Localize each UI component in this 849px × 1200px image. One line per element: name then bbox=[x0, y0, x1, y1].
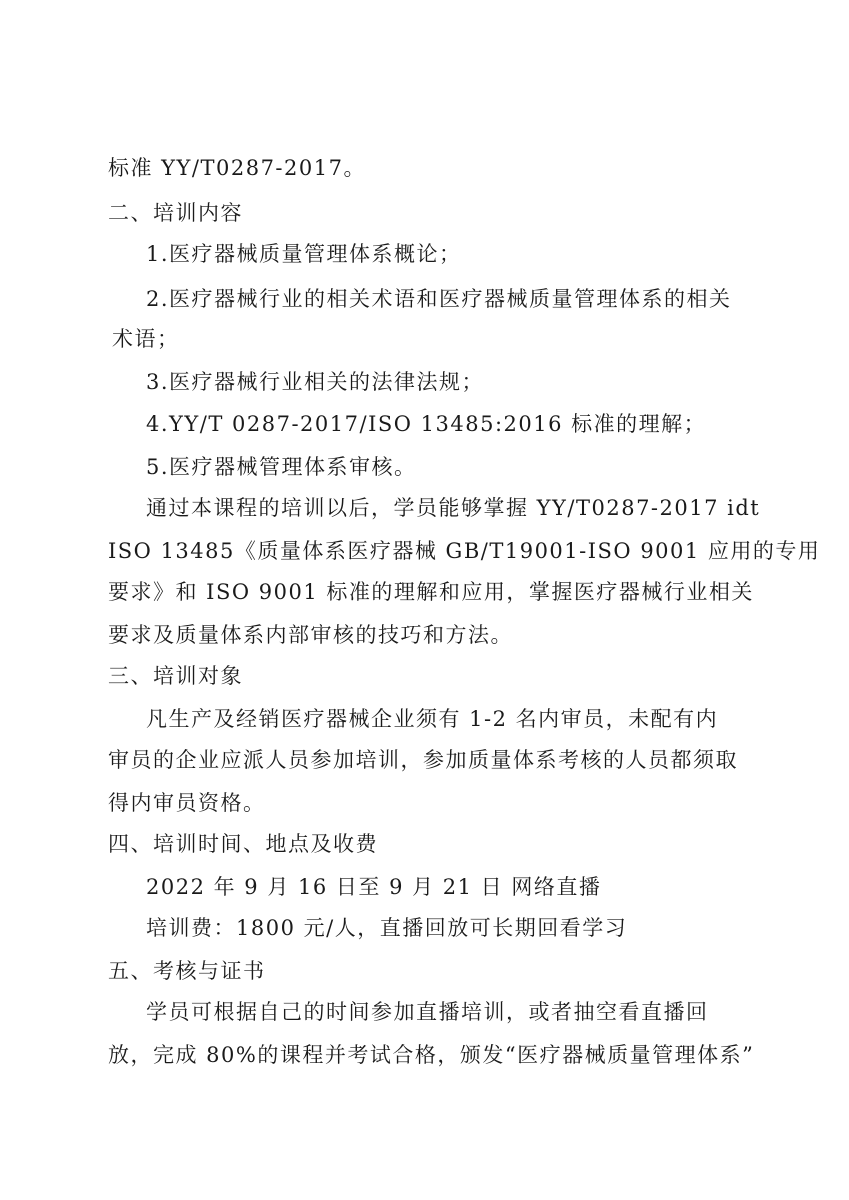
paragraph-line: ISO 13485《质量体系医疗器械 GB/T19001-ISO 9001 应用的专用 bbox=[108, 539, 821, 563]
list-item-3: 3.医疗器械行业相关的法律法规； bbox=[146, 370, 485, 394]
paragraph-line: 凡生产及经销医疗器械企业须有 1-2 名内审员，未配有内 bbox=[146, 707, 719, 731]
text-line-standard-ref: 标准 YY/T0287-2017。 bbox=[108, 156, 366, 180]
paragraph-line: 通过本课程的培训以后，学员能够掌握 YY/T0287-2017 idt bbox=[146, 496, 761, 520]
paragraph-line: 要求》和 ISO 9001 标准的理解和应用，掌握医疗器械行业相关 bbox=[108, 580, 754, 604]
paragraph-line: 得内审员资格。 bbox=[108, 791, 266, 815]
paragraph-line: 审员的企业应派人员参加培训，参加质量体系考核的人员都须取 bbox=[108, 748, 738, 772]
list-item-5: 5.医疗器械管理体系审核。 bbox=[146, 455, 417, 479]
training-date-line: 2022 年 9 月 16 日至 9 月 21 日 网络直播 bbox=[146, 875, 602, 899]
paragraph-line: 放，完成 80%的课程并考试合格，颁发“医疗器械质量管理体系” bbox=[108, 1043, 755, 1067]
list-item-2-continued: 术语； bbox=[112, 327, 180, 351]
paragraph-line: 学员可根据自己的时间参加直播培训，或者抽空看直播回 bbox=[146, 1000, 709, 1024]
list-item-4: 4.YY/T 0287-2017/ISO 13485:2016 标准的理解； bbox=[146, 412, 707, 436]
section-heading-training-content: 二、培训内容 bbox=[108, 201, 243, 225]
training-fee-line: 培训费：1800 元/人，直播回放可长期回看学习 bbox=[146, 916, 628, 940]
list-item-1: 1.医疗器械质量管理体系概论； bbox=[146, 242, 462, 266]
paragraph-line: 要求及质量体系内部审核的技巧和方法。 bbox=[108, 623, 513, 647]
section-heading-time-place-fee: 四、培训时间、地点及收费 bbox=[108, 832, 378, 856]
section-heading-assessment-certificate: 五、考核与证书 bbox=[108, 959, 266, 983]
list-item-2: 2.医疗器械行业的相关术语和医疗器械质量管理体系的相关 bbox=[146, 287, 732, 311]
section-heading-training-target: 三、培训对象 bbox=[108, 664, 243, 688]
